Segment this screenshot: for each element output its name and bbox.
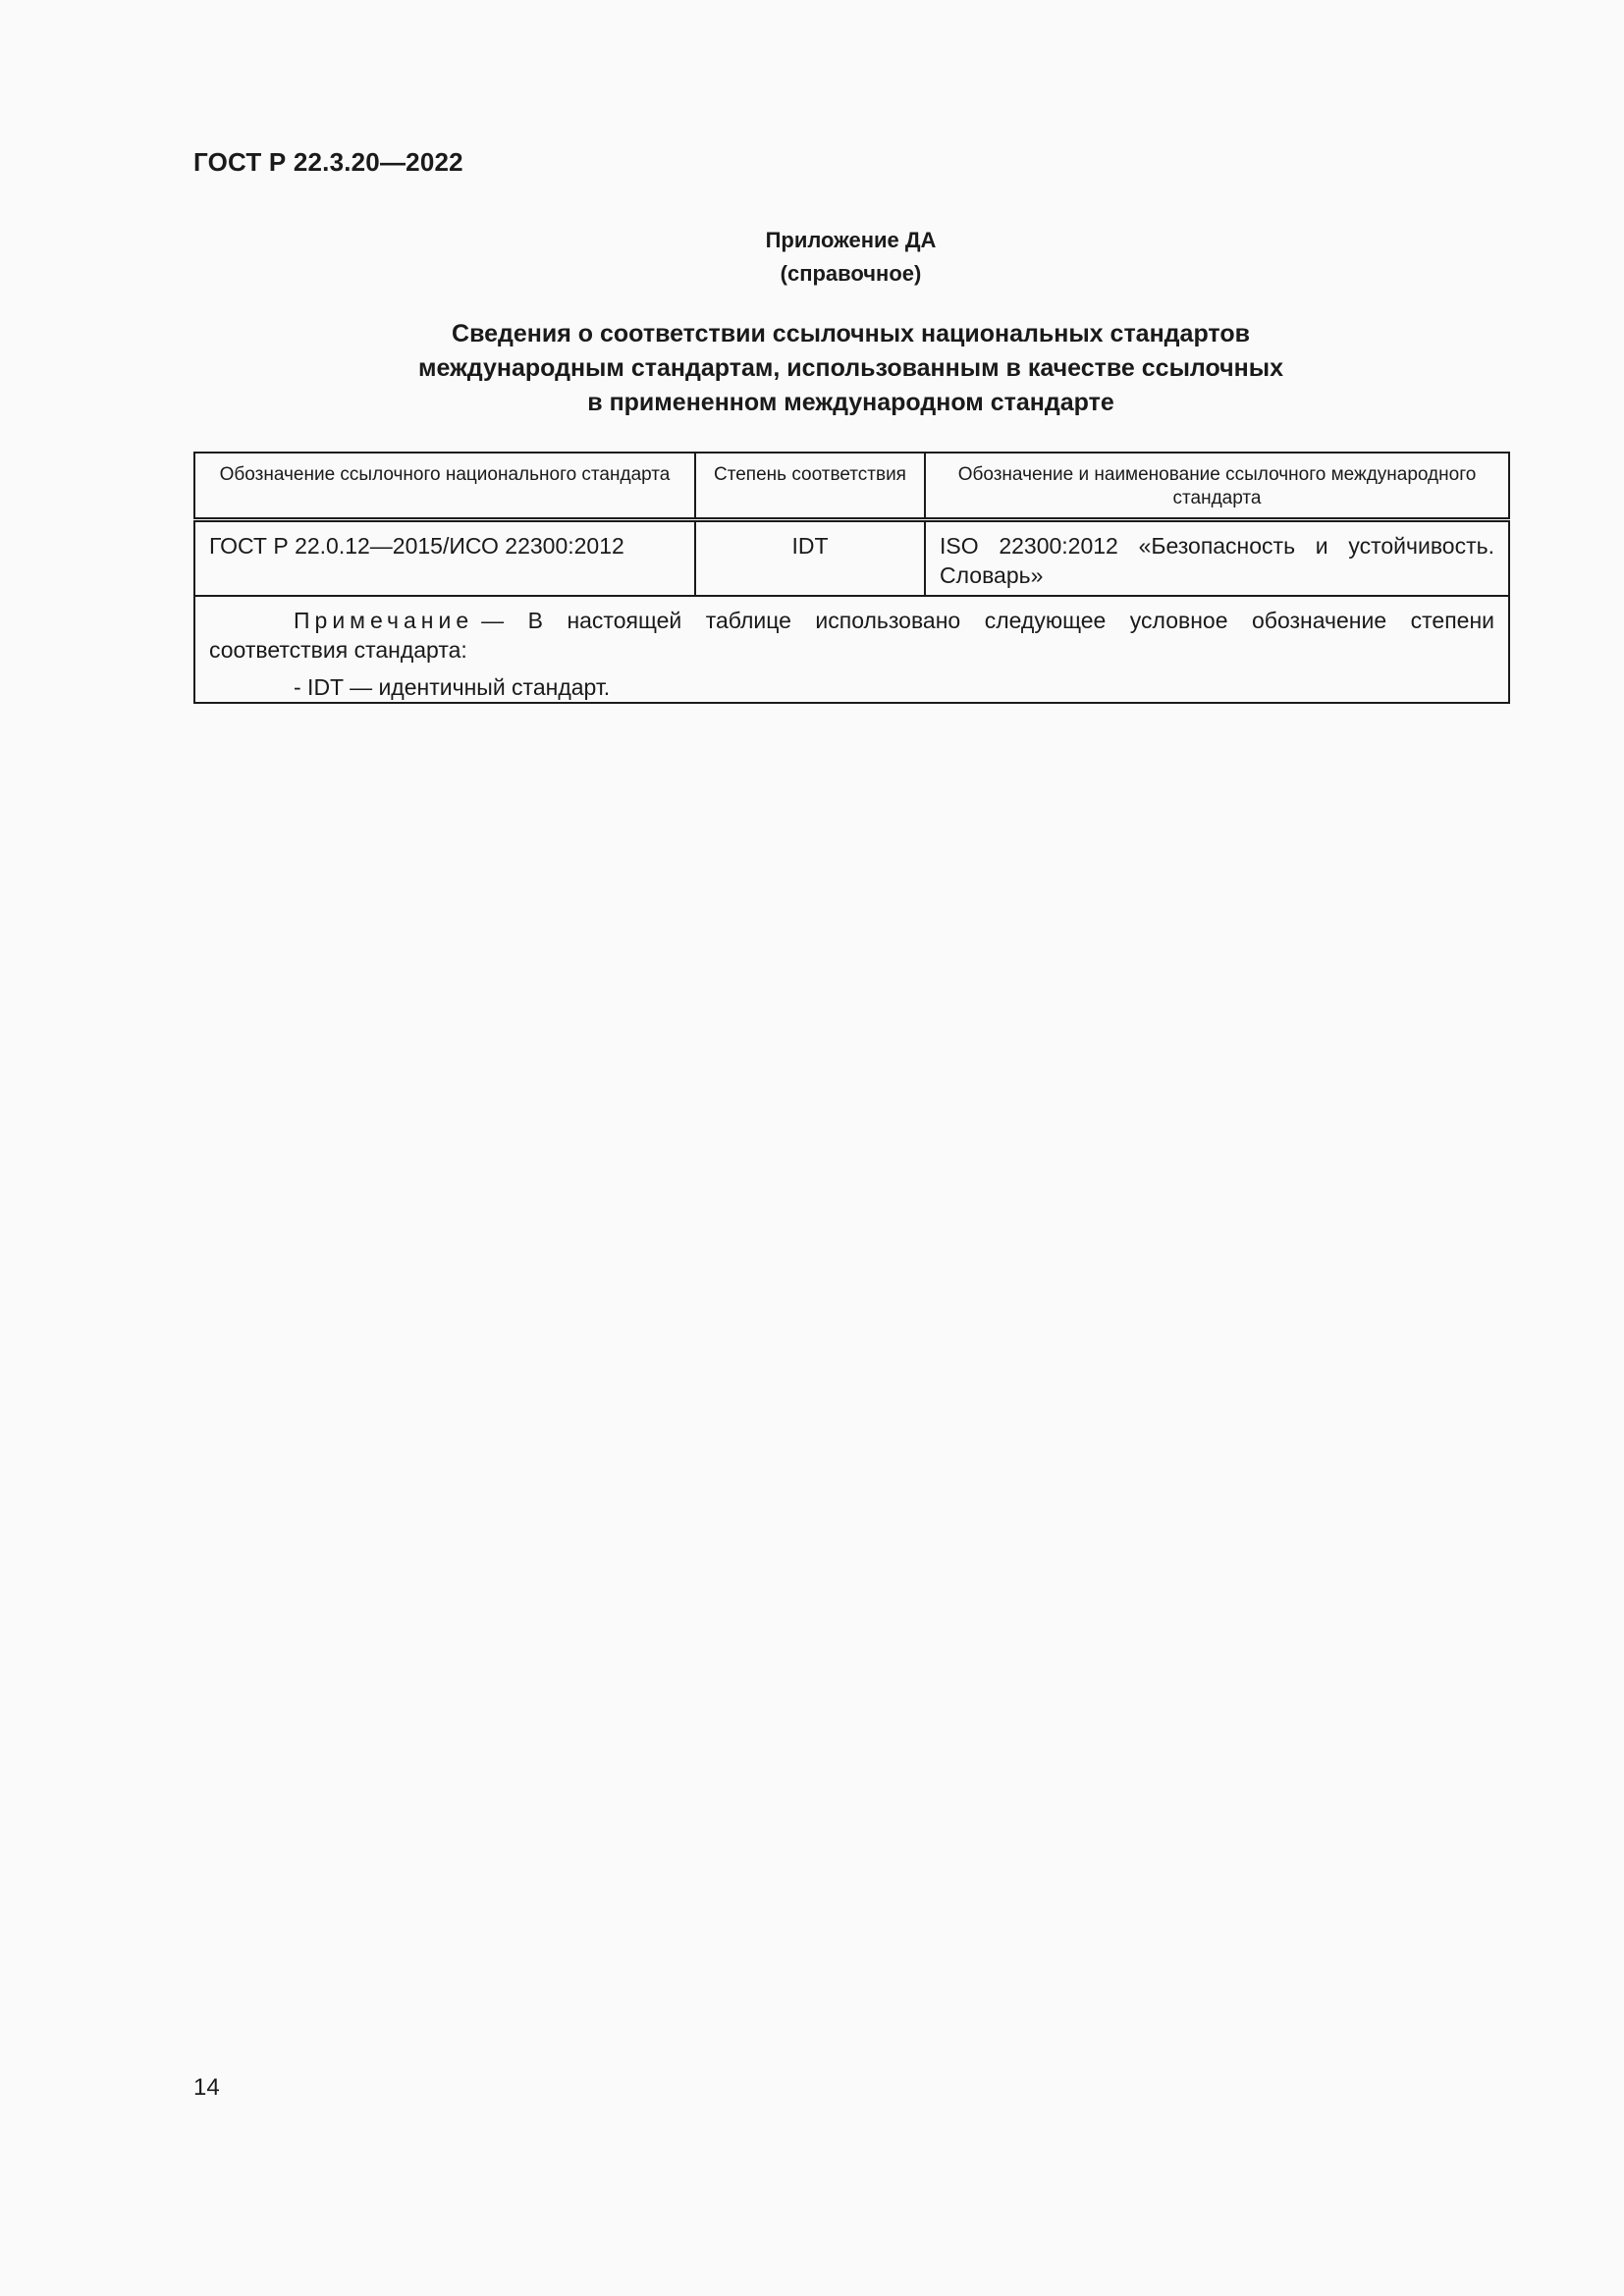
note-list-item: - IDT — идентичный стандарт. [294,674,611,700]
table-note-row [194,596,1509,703]
table-header-row [194,453,1509,519]
reference-table-container [193,452,1508,704]
heading-line: в примененном международном стандарте [587,389,1114,416]
heading-line: Сведения о соответствии ссылочных национальных стандартов [452,320,1250,347]
annex-header [193,224,1508,291]
annex-heading [193,317,1508,420]
cell-degree: IDT [695,519,925,596]
table-note [194,596,1509,703]
page-number: 14 [193,2074,220,2101]
column-header-degree: Степень соответствия [695,453,925,519]
cell-international-standard: ISO 22300:2012 «Безопасность и устойчивость. Словарь» [925,519,1509,596]
note-text: — В настоящей таблице использовано следующее условное обозначение степени соответствия стандарта: [209,608,1494,663]
note-label: Примечание [294,608,474,633]
column-header-international: Обозначение и наименование ссылочного международного стандарта [925,453,1509,519]
annex-kind: (справочное) [780,261,922,286]
heading-line: международным стандартам, использованным в качестве ссылочных [418,354,1283,382]
cell-national-standard: ГОСТ Р 22.0.12—2015/ИСО 22300:2012 [194,519,695,596]
annex-title: Приложение ДА [765,228,937,252]
document-code: ГОСТ Р 22.3.20—2022 [193,147,463,177]
reference-standards-table [193,452,1510,704]
table-row [194,519,1509,596]
column-header-national: Обозначение ссылочного национального стандарта [194,453,695,519]
note-paragraph [209,606,1494,665]
